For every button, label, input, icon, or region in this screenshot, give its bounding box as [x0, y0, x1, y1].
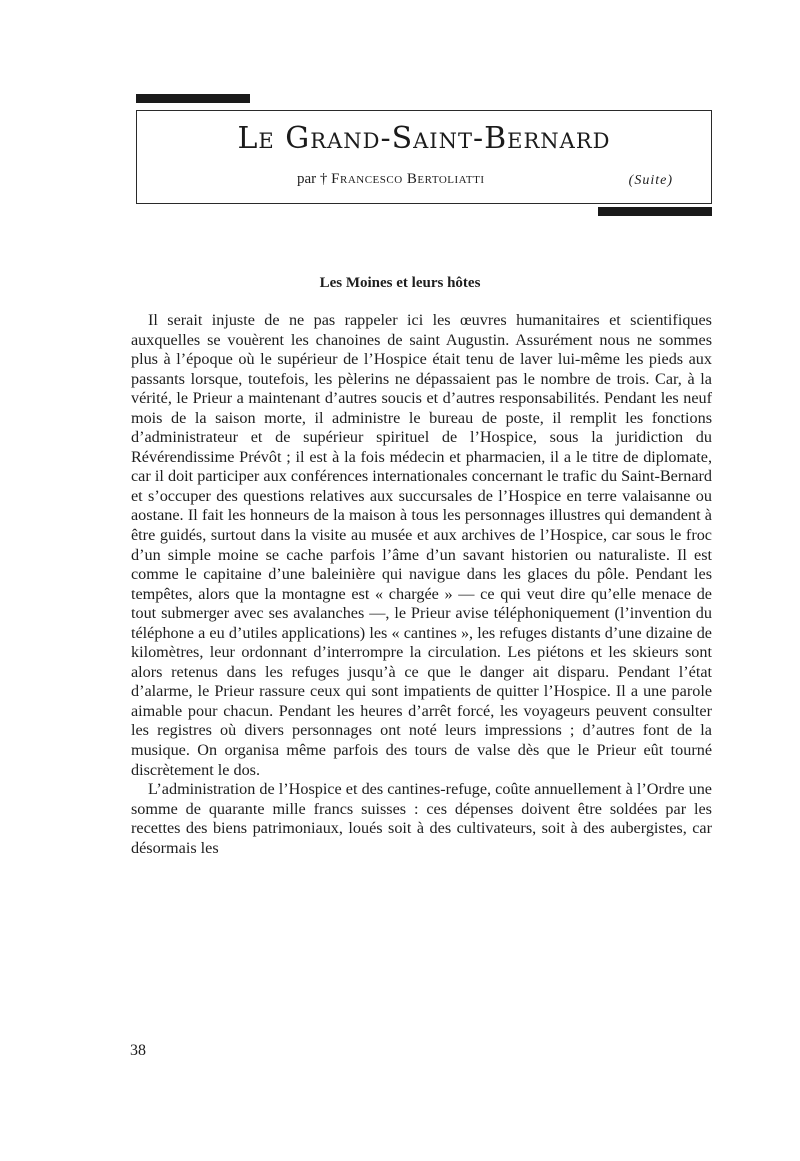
article-body [131, 311, 712, 858]
title-rule-bottom [598, 207, 712, 216]
byline-prefix: par † [297, 171, 332, 187]
title-box [136, 110, 712, 204]
title-rule-top [136, 94, 250, 103]
paragraph-2: L’administration de l’Hospice et des cantines-refuge, coûte annuellement à l’Ordre une somme de quarante mille francs suisses : ces dépenses doivent être soldées par les recettes des biens patrimoniaux, loués soit à des cultivateurs, soit à des aubergistes, car désormais les [131, 780, 712, 857]
page-number: 38 [130, 1042, 146, 1059]
author-name: Francesco Bertoliatti [331, 171, 485, 187]
article-title: Le Grand-Saint-Bernard [237, 121, 611, 156]
paragraph-1: Il serait injuste de ne pas rappeler ici les œuvres humanitaires et scientifiques auxquelles se vouèrent les chanoines de saint Augustin. Assurément nous ne sommes plus à l’époque où le supérieur de l’Hospice était tenu de laver lui-même les pieds aux passants lorsque, toutefois, les pèlerins ne dépassaient pas le nombre de trois. Car, à la vérité, le Prieur a maintenant d’autres soucis et d’autres responsabilités. Pendant les neuf mois de la saison morte, il administre le bureau de poste, il remplit les fonctions d’administrateur et de supérieur spirituel de l’Hospice, sous la juridiction du Révérendissime Prévôt ; il est à la fois médecin et pharmacien, il a le titre de diplomate, car il doit participer aux conférences internationales concernant le trafic du Saint-Bernard et s’occuper des questions relatives aux succursales de l’Hospice en terre valaisanne ou aostane. Il fait les honneurs de la maison à tous les personnages illustres qui demandent à être guidés, surtout dans la visite au musée et aux archives de l’Hospice, car sous le froc d’un simple moine se cache parfois l’âme d’un savant historien ou naturaliste. Il est comme le capitaine d’une baleinière qui navigue dans les glaces du pôle. Pendant les tempêtes, alors que la montagne est « chargée » — ce qui veut dire qu’elle menace de tout submerger avec ses avalanches —, le Prieur avise téléphoniquement (l’invention du téléphone a eu d’utiles applications) les « cantines », les refuges distants d’une dizaine de kilomètres, leur ordonnant d’interrompre la circulation. Les piétons et les skieurs sont alors retenus dans les refuges jusqu’à ce que le danger ait disparu. Pendant l’état d’alarme, le Prieur rassure ceux qui sont impatients de quitter l’Hospice. Il a une parole aimable pour chacun. Pendant les heures d’arrêt forcé, les voyageurs peuvent consulter les registres où divers personnages ont noté leurs impressions ; d’autres font de la musique. On organisa même parfois des tours de valse dès que le Prieur eût tourné discrètement le dos. [131, 311, 712, 779]
section-heading: Les Moines et leurs hôtes [319, 275, 481, 291]
byline [297, 171, 485, 188]
suite-label: (Suite) [628, 173, 673, 188]
